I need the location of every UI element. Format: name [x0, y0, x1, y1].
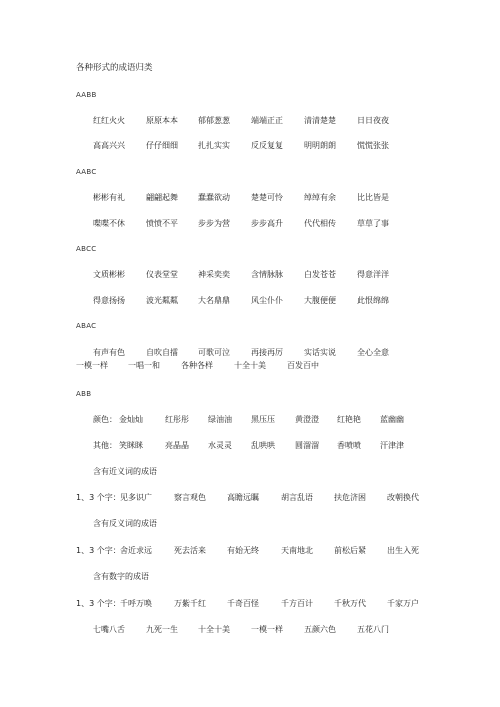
idiom: 神采奕奕 [198, 270, 230, 279]
idiom: 千奇百怪 [227, 599, 259, 608]
section-heading-line [0, 166, 500, 178]
idiom: 察言观色 [174, 493, 206, 502]
idiom: 有声有色 [93, 348, 125, 357]
idiom: 大名鼎鼎 [198, 296, 230, 305]
section-heading-line [0, 388, 500, 400]
idiom-row [0, 624, 500, 636]
idiom: 有始无终 [227, 546, 259, 555]
idiom: 一模一样 [251, 625, 283, 634]
idiom-row [0, 440, 500, 452]
idiom: 实话实说 [304, 348, 336, 357]
idiom: 前松后紧 [334, 546, 366, 555]
idiom: 扶危济困 [334, 493, 366, 502]
idiom: 仔仔细细 [146, 141, 178, 150]
idiom-row [0, 269, 500, 281]
idiom: 此恨绵绵 [357, 296, 389, 305]
section-heading-aabb: AABB [76, 91, 97, 99]
row-prefix: 1、3 个字： [76, 599, 121, 608]
row-label: 其他： [93, 441, 117, 450]
idiom: 一唱一和 [128, 361, 160, 370]
section-heading-line [0, 466, 500, 478]
idiom-row [0, 347, 500, 359]
idiom: 楚楚可怜 [251, 193, 283, 202]
idiom: 千秋万代 [334, 599, 366, 608]
idiom: 喋喋不休 [93, 219, 125, 228]
idiom-row [0, 218, 500, 230]
idiom: 步步为营 [198, 219, 230, 228]
idiom: 万紫千红 [174, 599, 206, 608]
idiom: 圆溜溜 [295, 441, 319, 450]
idiom: 红红火火 [93, 116, 125, 125]
row-prefix: 1、3 个字： [76, 546, 121, 555]
idiom-row [0, 414, 500, 426]
idiom: 得意洋洋 [357, 270, 389, 279]
section-heading-antonym: 含有反义词的成语 [93, 519, 157, 528]
idiom: 慌慌张张 [357, 141, 389, 150]
idiom: 代代相传 [304, 219, 336, 228]
idiom: 七嘴八舌 [93, 625, 125, 634]
idiom: 仪表堂堂 [146, 270, 178, 279]
idiom: 红艳艳 [337, 415, 361, 424]
section-heading-abb: ABB [76, 390, 92, 398]
idiom: 五花八门 [357, 625, 389, 634]
section-heading-line [0, 518, 500, 530]
idiom: 黑压压 [251, 415, 275, 424]
idiom: 十全十美 [234, 361, 266, 370]
idiom: 草草了事 [357, 219, 389, 228]
idiom: 彬彬有礼 [93, 193, 125, 202]
row-prefix: 1、3 个字： [76, 493, 121, 502]
section-heading-synonym: 含有近义词的成语 [93, 467, 157, 476]
idiom: 得意扬扬 [93, 296, 125, 305]
idiom: 自吹自擂 [146, 348, 178, 357]
idiom: 文质彬彬 [93, 270, 125, 279]
idiom: 金灿灿 [119, 415, 143, 424]
idiom: 绿油油 [208, 415, 232, 424]
idiom: 可歌可泣 [198, 348, 230, 357]
row-label: 颜色： [93, 415, 117, 424]
idiom: 黄澄澄 [295, 415, 319, 424]
document-title: 各种形式的成语归类 [76, 63, 153, 73]
idiom: 千呼万唤 [120, 599, 152, 608]
idiom: 亮晶晶 [165, 441, 189, 450]
idiom: 改朝换代 [387, 493, 419, 502]
idiom: 郁郁葱葱 [198, 116, 230, 125]
section-heading-line [0, 89, 500, 101]
idiom: 香喷喷 [337, 441, 361, 450]
idiom: 水灵灵 [208, 441, 232, 450]
idiom: 一模一样 [76, 361, 108, 370]
idiom: 胡言乱语 [281, 493, 313, 502]
idiom: 反反复复 [251, 141, 283, 150]
idiom: 蠢蠢欲动 [198, 193, 230, 202]
document-title-line [0, 62, 500, 74]
idiom: 清清楚楚 [304, 116, 336, 125]
idiom: 五颜六色 [304, 625, 336, 634]
idiom: 高高兴兴 [93, 141, 125, 150]
idiom: 十全十美 [198, 625, 230, 634]
idiom: 扎扎实实 [198, 141, 230, 150]
idiom: 明明朗朗 [304, 141, 336, 150]
section-heading-abac: ABAC [76, 322, 97, 330]
idiom: 汗津津 [380, 441, 404, 450]
idiom: 千家万户 [387, 599, 419, 608]
idiom-row [0, 192, 500, 204]
idiom-row [0, 115, 500, 127]
idiom: 风尘仆仆 [251, 296, 283, 305]
idiom: 日日夜夜 [357, 116, 389, 125]
idiom: 乱哄哄 [251, 441, 275, 450]
idiom: 含情脉脉 [251, 270, 283, 279]
idiom-row [0, 598, 500, 610]
idiom-row [0, 492, 500, 504]
idiom: 高瞻远瞩 [227, 493, 259, 502]
section-heading-line [0, 320, 500, 332]
idiom: 白发苍苍 [304, 270, 336, 279]
idiom: 比比皆是 [357, 193, 389, 202]
idiom-row [0, 295, 500, 307]
section-heading-line [0, 571, 500, 583]
idiom: 百发百中 [287, 361, 319, 370]
idiom: 舍近求远 [120, 546, 152, 555]
idiom: 九死一生 [146, 625, 178, 634]
section-heading-numbers: 含有数字的成语 [93, 572, 149, 581]
idiom: 天南地北 [281, 546, 313, 555]
idiom: 全心全意 [357, 348, 389, 357]
idiom: 死去活来 [174, 546, 206, 555]
idiom: 各种各样 [181, 361, 213, 370]
idiom: 端端正正 [251, 116, 283, 125]
idiom-row [0, 545, 500, 557]
idiom: 翩翩起舞 [146, 193, 178, 202]
idiom: 蓝幽幽 [380, 415, 404, 424]
idiom: 愤愤不平 [146, 219, 178, 228]
idiom: 再接再厉 [251, 348, 283, 357]
section-heading-abcc: ABCC [76, 245, 97, 253]
idiom: 出生入死 [387, 546, 419, 555]
idiom: 绰绰有余 [304, 193, 336, 202]
idiom: 笑眯眯 [119, 441, 143, 450]
section-heading-aabc: AABC [76, 168, 97, 176]
idiom: 千方百计 [281, 599, 313, 608]
idiom: 步步高升 [251, 219, 283, 228]
idiom: 波光粼粼 [146, 296, 178, 305]
section-heading-line [0, 243, 500, 255]
idiom: 红彤彤 [165, 415, 189, 424]
idiom-row [0, 360, 500, 372]
idiom: 原原本本 [146, 116, 178, 125]
idiom: 见多识广 [120, 493, 152, 502]
idiom: 大腹便便 [304, 296, 336, 305]
idiom-row [0, 140, 500, 152]
